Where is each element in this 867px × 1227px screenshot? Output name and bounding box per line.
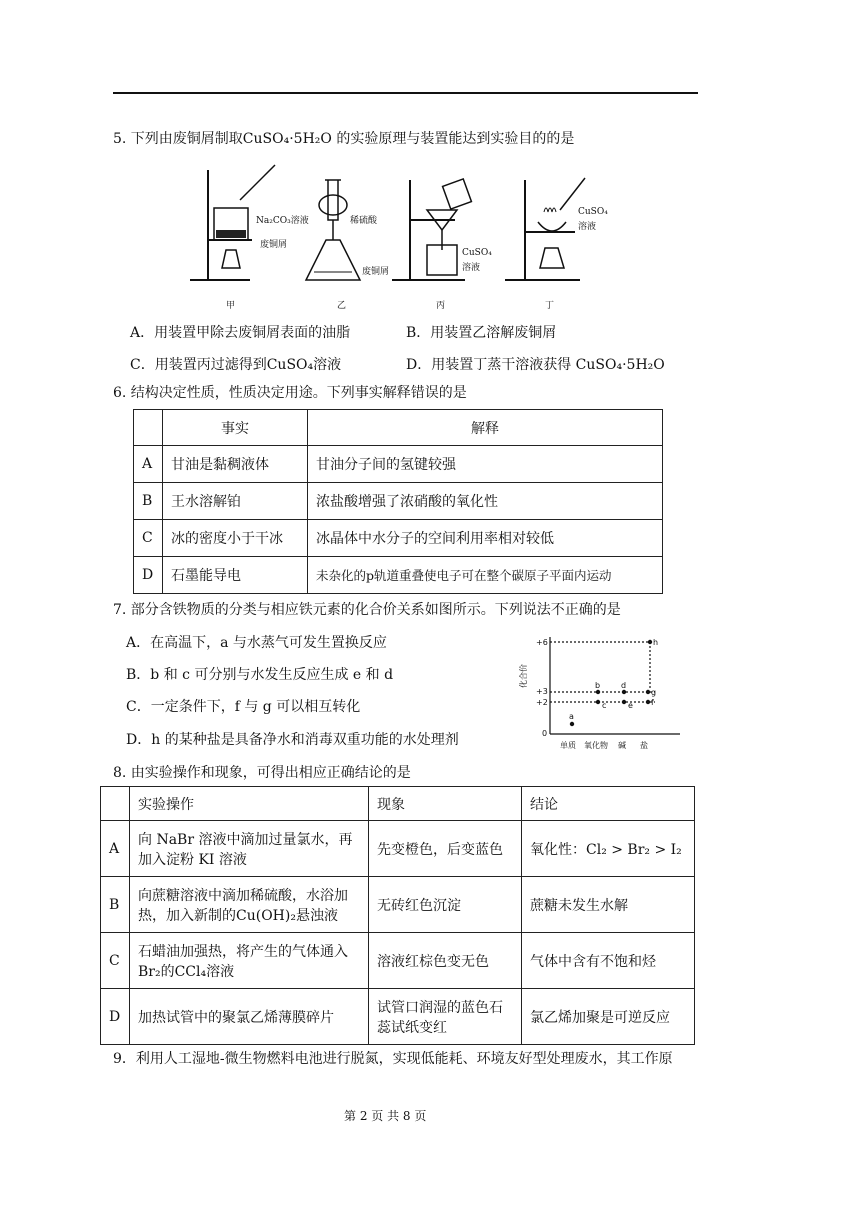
q6-cell: C xyxy=(134,520,163,557)
point-label: e xyxy=(628,701,633,710)
q7-option-a: A．在高温下，a 与水蒸气可发生置换反应 xyxy=(126,635,387,651)
q8-cell: 氯乙烯加聚是可逆反应 xyxy=(522,989,695,1045)
table-row xyxy=(134,520,663,557)
q8-cell: 向蔗糖溶液中滴加稀硫酸，水浴加热，加入新制的Cu(OH)₂悬浊液 xyxy=(130,877,369,933)
q8-header-1: 实验操作 xyxy=(130,787,369,821)
point-label: g xyxy=(651,688,657,697)
ytick: +2 xyxy=(536,698,548,707)
top-rule xyxy=(113,92,698,94)
table-row xyxy=(101,989,695,1045)
q7-option-b: B．b 和 c 可分别与水发生反应生成 e 和 d xyxy=(126,667,394,683)
q8-cell: 无砖红色沉淀 xyxy=(369,877,522,933)
ding-label2: 溶液 xyxy=(578,222,597,232)
point-label: f xyxy=(651,698,654,707)
q8-header-2: 现象 xyxy=(369,787,522,821)
xlabel: 氧化物 xyxy=(584,741,608,750)
q8-table xyxy=(100,786,695,1045)
table-row xyxy=(134,557,663,594)
ytick: +6 xyxy=(536,638,548,647)
q8-cell: 氧化性：Cl₂ > Br₂ > I₂ xyxy=(522,821,695,877)
ylabel: 化合价 xyxy=(519,664,528,688)
yi-label2: 废铜屑 xyxy=(362,267,390,277)
q8-cell: 试管口润湿的蓝色石蕊试纸变红 xyxy=(369,989,522,1045)
table-row xyxy=(101,821,695,877)
q6-cell: 王水溶解铂 xyxy=(163,483,308,520)
point-label: h xyxy=(653,638,659,647)
q6-cell: 浓盐酸增强了浓硝酸的氧化性 xyxy=(308,483,663,520)
xlabel: 单质 xyxy=(560,741,576,750)
page-footer: 第 2 页 共 8 页 xyxy=(344,1109,427,1123)
table-row xyxy=(134,483,663,520)
bing-caption: 丙 xyxy=(436,301,446,311)
q6-cell: 未杂化的p轨道重叠使电子可在整个碳原子平面内运动 xyxy=(308,557,663,594)
point-label: a xyxy=(569,712,574,721)
ytick: +3 xyxy=(536,687,548,696)
q6-cell: A xyxy=(134,446,163,483)
q8-cell: A xyxy=(101,821,130,877)
ytick: 0 xyxy=(542,729,548,738)
jia-label1: Na₂CO₃溶液 xyxy=(256,216,309,226)
q7-option-d: D．h 的某种盐是具备净水和消毒双重功能的水处理剂 xyxy=(126,732,459,748)
q7-valence-chart xyxy=(520,632,690,757)
jia-caption: 甲 xyxy=(226,301,236,311)
q6-cell: 冰晶体中水分子的空间利用率相对较低 xyxy=(308,520,663,557)
q6-header-2: 解释 xyxy=(308,410,663,446)
q6-table xyxy=(133,409,663,594)
yi-label1: 稀硫酸 xyxy=(350,216,378,226)
point-label: c xyxy=(602,701,607,710)
bing-label2: 溶液 xyxy=(462,263,481,273)
point-label: b xyxy=(595,681,601,690)
q8-cell: 加热试管中的聚氯乙烯薄膜碎片 xyxy=(130,989,369,1045)
jia-label2: 废铜屑 xyxy=(260,240,288,250)
point-label: d xyxy=(621,681,627,690)
q6-header-1: 事实 xyxy=(163,410,308,446)
q9-stem: 9．利用人工湿地-微生物燃料电池进行脱氮，实现低能耗、环境友好型处理废水，其工作原 xyxy=(113,1051,673,1067)
yi-caption: 乙 xyxy=(337,301,347,311)
ding-caption: 丁 xyxy=(545,301,555,311)
q6-cell: 甘油分子间的氢键较强 xyxy=(308,446,663,483)
q6-cell: 石墨能导电 xyxy=(163,557,308,594)
q5-option-d: D．用装置丁蒸干溶液获得 CuSO₄·5H₂O xyxy=(406,357,665,373)
q5-apparatus-figure xyxy=(180,160,600,320)
table-row xyxy=(101,877,695,933)
q8-cell: B xyxy=(101,877,130,933)
q8-cell: C xyxy=(101,933,130,989)
q6-cell: 冰的密度小于干冰 xyxy=(163,520,308,557)
q8-cell: 气体中含有不饱和烃 xyxy=(522,933,695,989)
q8-cell: D xyxy=(101,989,130,1045)
q8-cell: 先变橙色，后变蓝色 xyxy=(369,821,522,877)
q5-stem: 5. 下列由废铜屑制取CuSO₄·5H₂O 的实验原理与装置能达到实验目的的是 xyxy=(113,131,575,147)
bing-label1: CuSO₄ xyxy=(462,248,492,258)
q5-option-c: C．用装置丙过滤得到CuSO₄溶液 xyxy=(130,357,342,373)
q8-cell: 向 NaBr 溶液中滴加过量氯水，再加入淀粉 KI 溶液 xyxy=(130,821,369,877)
xlabel: 盐 xyxy=(640,741,648,750)
q6-cell: D xyxy=(134,557,163,594)
q5-option-b: B．用装置乙溶解废铜屑 xyxy=(406,325,557,341)
table-row xyxy=(134,410,663,446)
q7-stem: 7. 部分含铁物质的分类与相应铁元素的化合价关系如图所示。下列说法不正确的是 xyxy=(113,602,621,618)
table-row xyxy=(134,446,663,483)
ding-label1: CuSO₄ xyxy=(578,207,608,217)
q6-stem: 6. 结构决定性质，性质决定用途。下列事实解释错误的是 xyxy=(113,385,467,401)
q6-cell: B xyxy=(134,483,163,520)
q7-option-c: C．一定条件下，f 与 g 可以相互转化 xyxy=(126,699,361,715)
q8-stem: 8. 由实验操作和现象，可得出相应正确结论的是 xyxy=(113,765,411,781)
q5-option-a: A．用装置甲除去废铜屑表面的油脂 xyxy=(130,325,351,341)
q8-cell: 蔗糖未发生水解 xyxy=(522,877,695,933)
q8-header-3: 结论 xyxy=(522,787,695,821)
q6-cell: 甘油是黏稠液体 xyxy=(163,446,308,483)
xlabel: 碱 xyxy=(618,741,626,750)
table-row xyxy=(101,787,695,821)
table-row xyxy=(101,933,695,989)
q8-cell: 溶液红棕色变无色 xyxy=(369,933,522,989)
q8-header-0 xyxy=(101,787,130,821)
q6-header-0 xyxy=(134,410,163,446)
q8-cell: 石蜡油加强热，将产生的气体通入Br₂的CCl₄溶液 xyxy=(130,933,369,989)
